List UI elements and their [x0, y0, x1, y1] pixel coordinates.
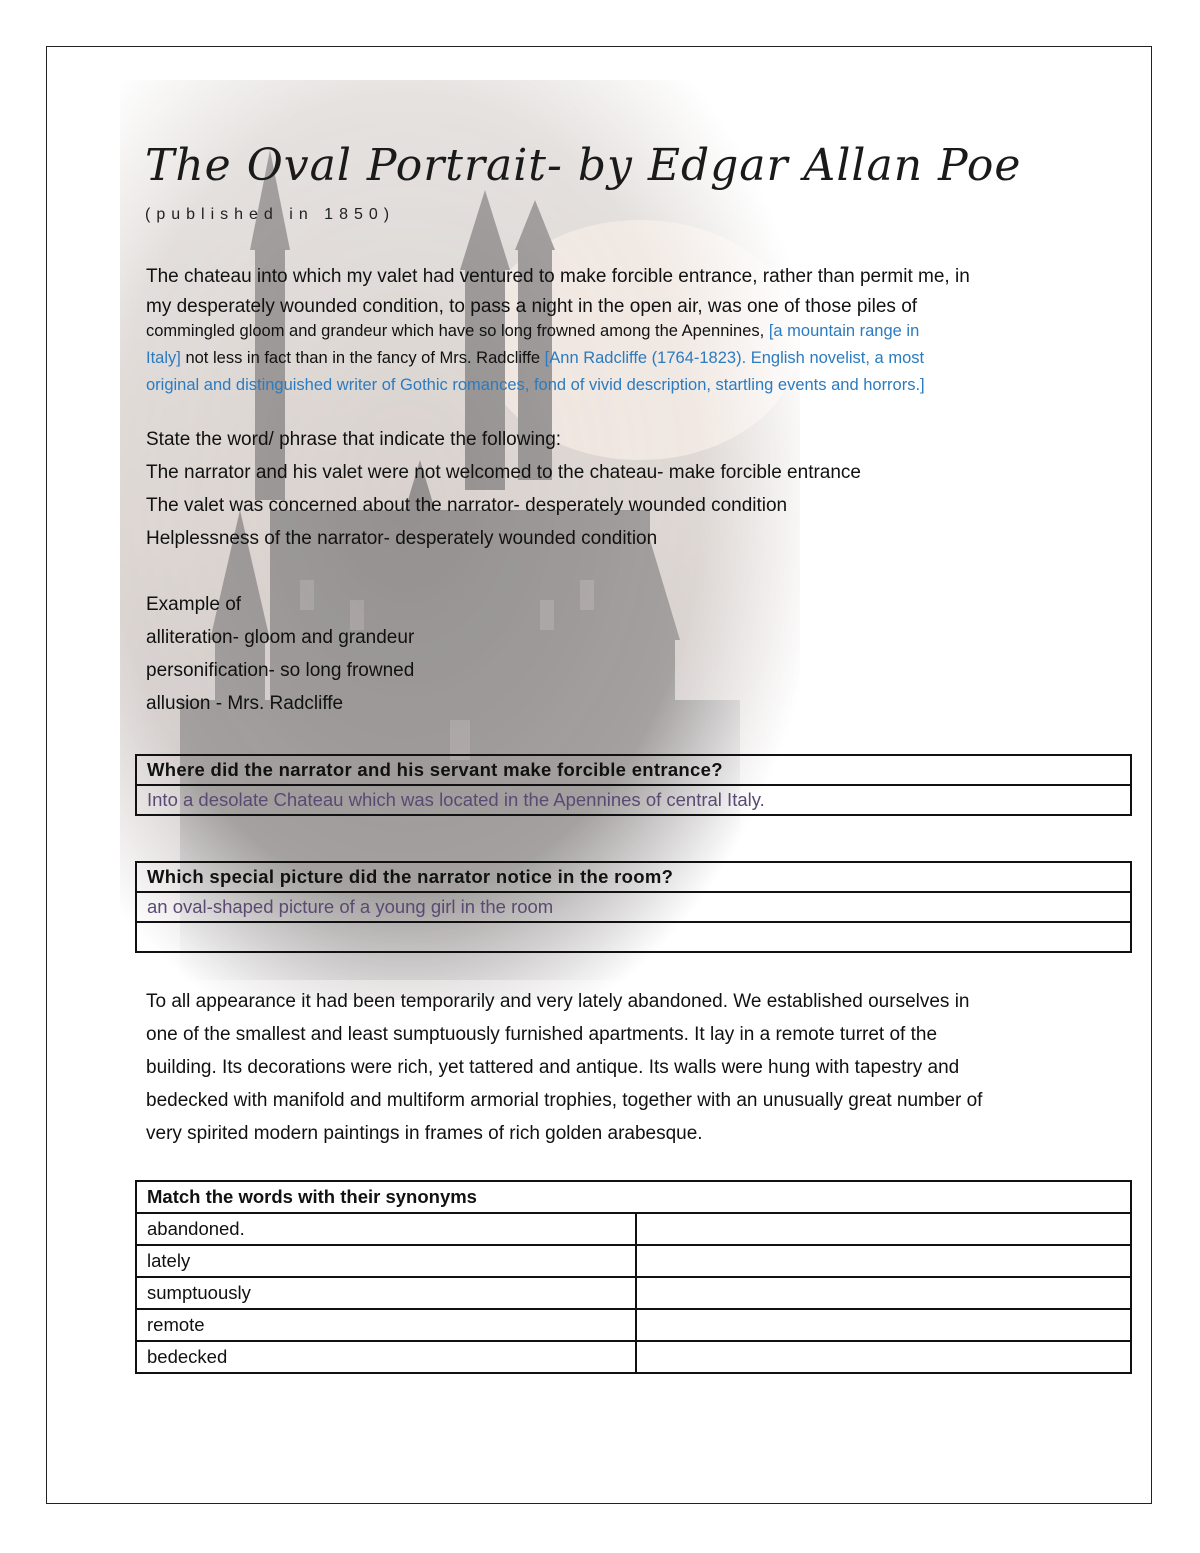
publication-note: (published in 1850) [145, 206, 396, 223]
match-answer-5[interactable] [636, 1341, 1131, 1373]
match-word-3: sumptuously [136, 1277, 636, 1309]
example-item-1: alliteration- gloom and grandeur [146, 627, 415, 648]
answer-1-field[interactable]: Into a desolate Chateau which was located in the Apennines of central Italy. [136, 785, 1131, 815]
question-1: Where did the narrator and his servant make forcible entrance? [136, 755, 1131, 785]
passage-2-line-4: bedecked with manifold and multiform armorial trophies, together with an unusually great number of [146, 1090, 983, 1111]
intro-line-3: commingled gloom and grandeur which have so long frowned among the Apennines, [146, 322, 765, 340]
match-word-1: abandoned. [136, 1213, 636, 1245]
intro-line-2: my desperately wounded condition, to pass a night in the open air, was one of those piles of [146, 296, 918, 317]
page-title: The Oval Portrait- by Edgar Allan Poe [145, 140, 1022, 191]
match-word-2: lately [136, 1245, 636, 1277]
passage-2-line-1: To all appearance it had been temporarily and very lately abandoned. We established ourselves in [146, 991, 970, 1012]
match-answer-3[interactable] [636, 1277, 1131, 1309]
intro-paragraph [146, 262, 1106, 322]
passage-2-line-5: very spirited modern paintings in frames of rich golden arabesque. [146, 1123, 703, 1144]
question-1-table [135, 754, 1132, 816]
answer-2-field[interactable]: an oval-shaped picture of a young girl in the room [136, 892, 1131, 922]
question-2-table [135, 861, 1132, 953]
intro-line-1: The chateau into which my valet had ventured to make forcible entrance, rather than permit me, in [146, 266, 970, 287]
radcliffe-note-cont: original and distinguished writer of Gothic romances, fond of vivid description, startling events and horrors.] [146, 376, 925, 394]
example-heading: Example of [146, 594, 242, 615]
question-2: Which special picture did the narrator notice in the room? [136, 862, 1131, 892]
intro-paragraph-small [146, 318, 1106, 399]
match-answer-2[interactable] [636, 1245, 1131, 1277]
radcliffe-note: [Ann Radcliffe (1764-1823). English novelist, a most [544, 349, 925, 367]
example-item-2: personification- so long frowned [146, 660, 415, 681]
italy-note: Italy] [146, 349, 181, 367]
state-item-1: The narrator and his valet were not welcomed to the chateau- make forcible entrance [146, 462, 861, 483]
match-answer-1[interactable] [636, 1213, 1131, 1245]
match-word-4: remote [136, 1309, 636, 1341]
state-item-3: Helplessness of the narrator- desperately wounded condition [146, 528, 658, 549]
intro-line-4: not less in fact than in the fancy of Mrs. Radcliffe [185, 349, 541, 367]
passage-2 [146, 985, 1106, 1150]
state-heading: State the word/ phrase that indicate the following: [146, 429, 562, 450]
state-item-2: The valet was concerned about the narrator- desperately wounded condition [146, 495, 788, 516]
example-item-3: allusion - Mrs. Radcliffe [146, 693, 344, 714]
apennines-note: [a mountain range in [768, 322, 920, 340]
match-heading: Match the words with their synonyms [136, 1181, 1131, 1213]
match-word-5: bedecked [136, 1341, 636, 1373]
answer-2-extra-field[interactable] [136, 922, 1131, 952]
synonym-match-table [135, 1180, 1132, 1374]
passage-2-line-2: one of the smallest and least sumptuously furnished apartments. It lay in a remote turret of the [146, 1024, 938, 1045]
passage-2-line-3: building. Its decorations were rich, yet tattered and antique. Its walls were hung with tapestry and [146, 1057, 960, 1078]
match-answer-4[interactable] [636, 1309, 1131, 1341]
